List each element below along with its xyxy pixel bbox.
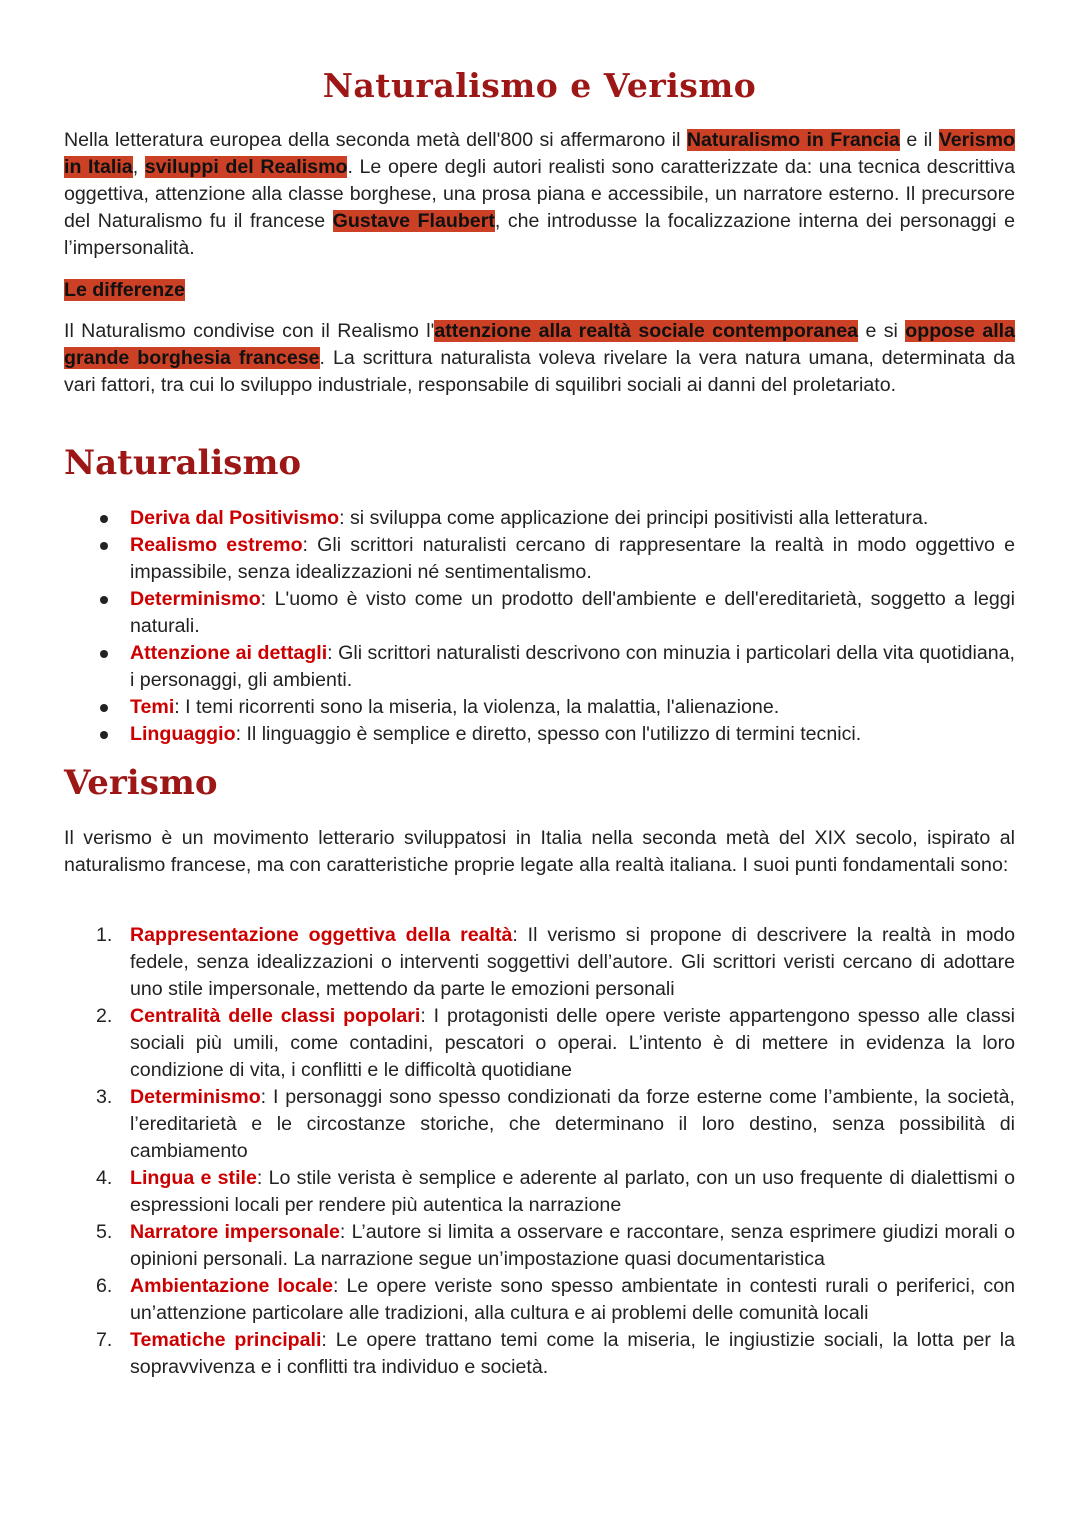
highlighted-text: Verismo in Italia <box>64 129 1015 178</box>
list-term: Linguaggio <box>130 723 236 745</box>
highlighted-text: attenzione alla realtà sociale contemporanea <box>434 320 859 342</box>
list-description: : I protagonisti delle opere veriste appartengono spesso alle classi sociali più umili, come contadini, pescatori o operai. L’intento è di mettere in evidenza la loro condizione di vita, i conflitti e le difficoltà quotidiane <box>130 1005 1015 1081</box>
list-item <box>130 586 1015 640</box>
list-item <box>96 1165 1015 1219</box>
list-term: Realismo estremo <box>130 534 303 556</box>
text-run: Il Naturalismo condivise con il Realismo l' <box>64 320 435 342</box>
list-term: Temi <box>130 696 175 718</box>
list-term: Attenzione ai dettagli <box>130 642 328 664</box>
list-item <box>130 532 1015 586</box>
list-term: Ambientazione locale <box>130 1275 333 1297</box>
list-description: : Le opere veriste sono spesso ambientate in contesti rurali o periferici, con un’attenzione particolare alle tradizioni, alla cultura e ai problemi delle comunità locali <box>130 1275 1016 1324</box>
list-item <box>96 1219 1015 1273</box>
text-run: , che introdusse la focalizzazione interna dei personaggi e l’impersonalità. <box>64 210 1015 259</box>
list-item <box>130 694 1015 721</box>
list-item <box>96 1084 1015 1165</box>
list-description: : L’autore si limita a osservare e raccontare, senza esprimere giudizi morali o opinioni personali. La narrazione segue un’impostazione quasi documentaristica <box>130 1221 1015 1270</box>
list-description: : Il verismo si propone di descrivere la realtà in modo fedele, senza idealizzazioni o interventi soggettivi dell’autore. Gli scrittori veristi cercano di adottare uno stile impersonale, mettendo da parte le emozioni personali <box>130 924 1016 1000</box>
verismo-list <box>96 922 1016 1381</box>
document-title: Naturalismo e Verismo <box>322 66 757 105</box>
list-number: 3. <box>96 1086 113 1108</box>
highlighted-text: Naturalismo in Francia <box>686 129 900 151</box>
list-number: 2. <box>96 1005 113 1027</box>
highlighted-text: oppose alla grande borghesia francese <box>64 320 1015 369</box>
highlighted-text: sviluppi del Realismo <box>144 156 348 178</box>
list-description: : Il linguaggio è semplice e diretto, spesso con l'utilizzo di termini tecnici. <box>235 723 862 745</box>
list-term: Narratore impersonale <box>130 1221 340 1243</box>
differences-heading: Le differenze <box>64 279 185 301</box>
highlighted-text: Gustave Flaubert <box>332 210 495 232</box>
list-number: 1. <box>96 924 113 946</box>
list-item <box>130 505 1015 532</box>
list-term: Lingua e stile <box>130 1167 257 1189</box>
list-description: : Gli scrittori naturalisti descrivono con minuzia i particolari della vita quotidiana, i personaggi, gli ambienti. <box>130 642 1015 691</box>
list-description: : I temi ricorrenti sono la miseria, la violenza, la malattia, l'alienazione. <box>174 696 780 718</box>
naturalismo-list <box>130 505 1015 748</box>
text-run: e si <box>858 320 906 342</box>
verismo-heading: Verismo <box>64 763 218 803</box>
list-term: Determinismo <box>130 1086 261 1108</box>
text-run: . La scrittura naturalista voleva rivelare la vera natura umana, determinata da vari fattori, tra cui lo sviluppo industriale, responsabile di squilibri sociali ai danni del proletariato. <box>64 347 1016 396</box>
text-run: . Le opere degli autori realisti sono caratterizzate da: una tecnica descrittiva oggettiva, attenzione alla classe borghese, una prosa piana e accessibile, un narratore esterno. Il precursore del Naturalismo fu il francese <box>64 156 1015 232</box>
list-item <box>96 1273 1016 1327</box>
list-term: Centralità delle classi popolari <box>130 1005 421 1027</box>
list-description: : L'uomo è visto come un prodotto dell'ambiente e dell'ereditarietà, soggetto a leggi naturali. <box>130 588 1015 637</box>
list-description: : Lo stile verista è semplice e aderente al parlato, con un uso frequente di dialettismi o espressioni locali per rendere più autentica la narrazione <box>130 1167 1015 1216</box>
text-run: Nella letteratura europea della seconda metà dell'800 si affermarono il <box>64 129 687 151</box>
list-term: Determinismo <box>130 588 261 610</box>
intro-paragraph <box>64 127 1015 262</box>
text-run: , <box>132 156 145 178</box>
list-description: : si sviluppa come applicazione dei principi positivisti alla letteratura. <box>339 507 929 529</box>
list-number: 4. <box>96 1167 113 1189</box>
list-number: 7. <box>96 1329 113 1351</box>
list-term: Rappresentazione oggettiva della realtà <box>130 924 513 946</box>
list-term: Tematiche principali <box>130 1329 322 1351</box>
list-description: : Gli scrittori naturalisti cercano di rappresentare la realtà in modo oggettivo e impassibile, senza idealizzazioni né sentimentalismo. <box>130 534 1016 583</box>
list-item <box>130 721 1015 748</box>
list-number: 5. <box>96 1221 113 1243</box>
section-label <box>64 277 1015 304</box>
naturalismo-heading: Naturalismo <box>64 443 302 483</box>
list-item <box>96 922 1016 1003</box>
list-item <box>96 1327 1015 1381</box>
list-description: : I personaggi sono spesso condizionati da forze esterne come l’ambiente, la società, l’ereditarietà e le circostanze storiche, che determinano il loro destino, senza possibilità di cambiamento <box>130 1086 1015 1162</box>
differences-paragraph <box>64 318 1015 399</box>
list-number: 6. <box>96 1275 113 1297</box>
list-description: : Le opere trattano temi come la miseria, le ingiustizie sociali, la lotta per la sopravvivenza e i conflitti tra individuo e società. <box>130 1329 1015 1378</box>
list-term: Deriva dal Positivismo <box>130 507 340 529</box>
list-item <box>96 1003 1015 1084</box>
verismo-intro: Il verismo è un movimento letterario sviluppatosi in Italia nella seconda metà del XIX secolo, ispirato al naturalismo francese, ma con caratteristiche proprie legate alla realtà italiana. I suoi punti fondamentali sono: <box>64 827 1015 876</box>
list-item <box>130 640 1015 694</box>
text-run: e il <box>899 129 939 151</box>
